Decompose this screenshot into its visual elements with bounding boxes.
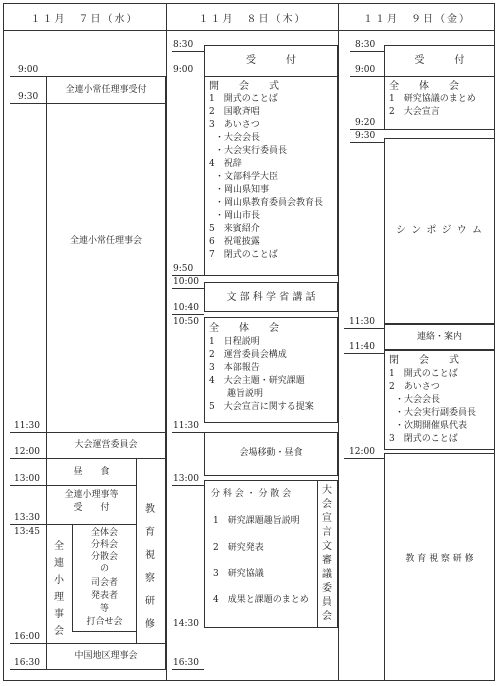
time-rule [10,669,46,670]
plenary-line: 全体会 [90,528,118,538]
event-move-lunch: 会場移動・昼食 [204,432,338,476]
time-label: 16:30 [14,658,40,668]
time-rule [172,432,204,433]
event-education-inspection-nov9: 教 育 視 察 研 修 [384,453,495,681]
event-symposium: シ ン ポ ジ ウ ム [384,138,495,324]
time-label: 9:00 [355,65,376,75]
column-divider-2 [338,3,339,681]
day-header-nov9: １１月 ９日（金） [363,14,471,25]
event-chair-presenter-meeting [72,524,137,632]
event-lunch: 昼 食 [46,458,137,486]
time-label: 11:30 [349,317,375,327]
time-rule [350,76,384,77]
time-label: 16:00 [14,632,40,642]
event-steering-committee: 大会運営委員会 [46,432,166,459]
event-standing-directors-meeting: 全連小常任理事会 [46,103,166,433]
time-rule [10,432,46,433]
time-label: 10:00 [173,277,199,287]
event-opening-ceremony: 開 会 式 1 開式のことば 2 国歌斉唱 3 あいさつ ・大会会長 ・大会実行委員長 4 祝辞 ・文部科学大臣 ・岡山県知事 ・岡山県教育委員会教育長 ・岡山市長 5 来賓紹介 6 祝電披露 7 閉式のことば [204,76,338,276]
plenary-line: の [99,564,109,574]
event-mext-lecture: 文 部 科 学 省 講 話 [204,282,338,312]
time-rule [350,129,384,130]
time-rule [172,669,204,670]
day-header-nov8: １１月 ８日（木） [198,14,307,25]
event-plenary-nov8: 全 体 会 1 日程説明 2 運営委員会構成 3 本部報告 4 大会主題・研究課題 趣旨説明 5 大会宣言に関する提案 [204,317,338,423]
time-label: 9:30 [355,131,376,141]
event-reception-nov8: 受 付 [204,45,338,77]
plenary-line: 分科会 [90,540,118,550]
time-rule [344,458,384,459]
time-label: 13:00 [173,474,199,484]
time-label: 10:40 [173,303,199,313]
time-label: 13:30 [14,513,40,523]
time-rule [344,353,384,354]
plenary-line: 等 [99,604,109,614]
declaration-vertical-label: 大会宣言文審議委員会 [322,485,332,622]
time-label: 14:30 [173,619,199,629]
time-label: 11:30 [173,421,199,431]
time-rule [350,51,384,52]
time-rule [172,51,204,52]
header-divider [3,30,495,31]
event-directors-reception: 全連小理事等 受 付 [46,485,137,525]
time-label: 13:45 [14,527,40,537]
time-label: 9:20 [355,118,376,128]
event-chugoku-directors-meeting: 中国地区理事会 [46,643,166,670]
event-contact-guidance: 連絡・案内 [384,324,495,350]
plenary-line: 発表者 [90,591,118,601]
time-rule [10,524,46,525]
time-rule [172,485,204,486]
event-closing-ceremony: 閉 会 式 1 開式のことば 2 あいさつ ・大会会長 ・大会実行副委員長 ・次期開催県代表 3 閉式のことば [384,350,495,450]
time-rule [344,328,384,329]
time-label: 9:00 [173,65,194,75]
time-label: 12:00 [349,447,375,457]
time-rule [10,103,46,104]
event-subcommittee-sessions: 分 科 会 ・ 分 散 会 1 研究課題趣旨説明 2 研究発表 3 研究協議 4 成果と課題のまとめ [204,480,338,628]
time-rule [10,458,46,459]
time-label: 9:50 [173,264,194,274]
time-label: 11:40 [349,342,375,352]
event-plenary-nov9: 全 体 会 1 研究協議のまとめ 2 大会宣言 [384,76,495,130]
time-label: 11:30 [14,421,40,431]
time-label: 13:00 [14,474,40,484]
event-standing-directors-reception: 全連小常任理事受付 [46,76,166,104]
time-rule [10,643,46,644]
time-rule [10,485,46,486]
time-label: 8:30 [173,40,194,50]
plenary-line: 分散会 [90,552,118,562]
time-label: 9:00 [18,65,39,75]
time-label: 12:00 [14,447,40,457]
inspection-vertical-label: 教育視察研修 [145,504,155,630]
time-label: 16:30 [173,658,199,668]
plenary-line: 打合せ会 [86,617,123,627]
day-header-nov7: １１月 ７日（水） [30,14,139,25]
directors-meeting-vertical-label: 全連小理事会 [54,541,64,637]
time-label: 10:50 [173,317,199,327]
time-rule [172,314,204,315]
time-label: 8:30 [355,40,376,50]
plenary-line: 司会者 [90,578,118,588]
time-label: 9:30 [18,92,39,102]
column-divider-1 [166,3,167,681]
time-rule [350,142,384,143]
time-rule [10,76,46,77]
time-rule [172,288,204,289]
time-rule [172,275,204,276]
event-reception-nov9: 受 付 [384,45,495,77]
